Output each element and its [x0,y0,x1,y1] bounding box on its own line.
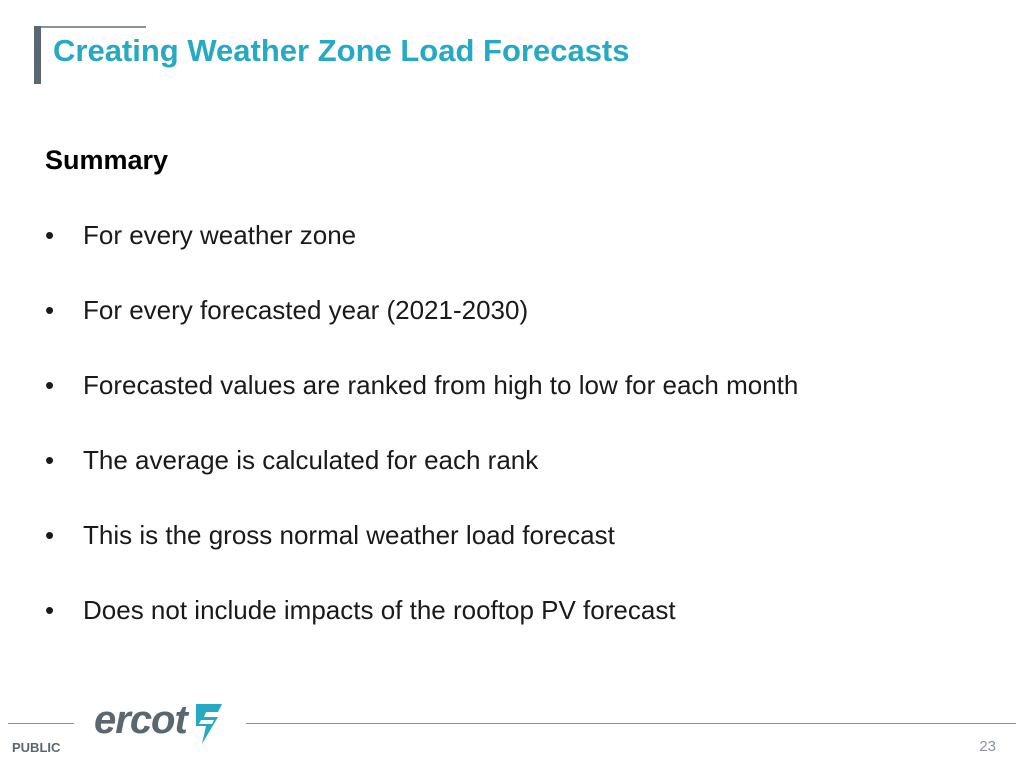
bullet-text: This is the gross normal weather load forecast [83,520,615,550]
bullet-text: For every forecasted year (2021-2030) [83,295,529,325]
bullet-icon: • [45,295,55,325]
bullet-icon: • [45,595,55,625]
footer-rule-right [246,723,1016,724]
bullet-text: For every weather zone [83,220,357,250]
title-accent-bar [34,26,41,84]
bullet-icon: • [45,220,55,250]
section-heading: Summary [45,145,169,175]
classification-label: PUBLIC [12,740,61,755]
bullet-text: Does not include impacts of the rooftop PV forecast [83,595,676,625]
bullet-icon: • [45,370,55,400]
bullet-icon: • [45,445,55,475]
ercot-logo [94,698,230,750]
bullet-text: The average is calculated for each rank [83,445,539,475]
footer-rule-left [8,723,74,724]
logo-wordmark: ercot [94,698,187,742]
page-number: 23 [979,738,996,755]
slide-title: Creating Weather Zone Load Forecasts [53,33,630,68]
bullet-icon: • [45,520,55,550]
bullet-text: Forecasted values are ranked from high to low for each month [83,370,799,400]
title-accent-rule [34,26,146,28]
ercot-lightning-icon [192,700,226,748]
